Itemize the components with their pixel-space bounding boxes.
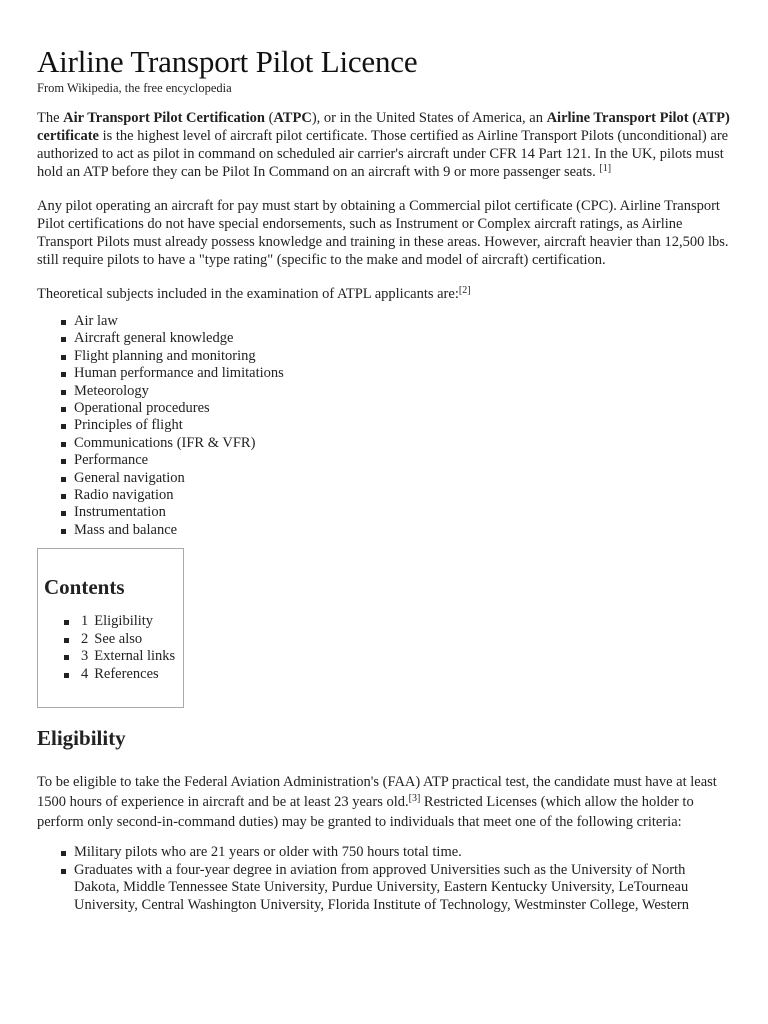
- intro-text: The: [37, 110, 64, 126]
- intro-text: is the highest level of aircraft pilot certificate. Those certified as Airline Transport Pilots (unconditional) are authorized to act as pilot in command on scheduled air carrier's aircraft under CFR 14 Part 121. In the UK, pilots must hold an ATP before they can be Pilot In Command on an aircraft with 9 or more passenger seats.: [37, 128, 729, 180]
- page-subtitle: From Wikipedia, the free encyclopedia: [37, 81, 232, 95]
- citation-link[interactable]: [2]: [458, 285, 471, 296]
- eligibility-text: To be eligible to take the Federal Aviation Administration's (FAA) ATP practical test, the candidate must have at least 1500 hours of experience in aircraft and be at least 23 years old.: [37, 774, 717, 811]
- toc-label: External links: [94, 648, 176, 665]
- eligibility-text: Restricted Licenses (which allow the holder to perform only second-in-command duties) may be granted to individuals that meet one of the following criteria:: [37, 794, 694, 831]
- subjects-intro-text: Theoretical subjects included in the examination of ATPL applicants are:: [37, 286, 459, 302]
- intro-text: ), or in the United States of America, an: [311, 110, 547, 126]
- section-heading-eligibility: Eligibility: [37, 726, 126, 751]
- list-item: Instrumentation: [37, 504, 732, 521]
- list-item: Air law: [37, 313, 732, 330]
- list-item: General navigation: [37, 470, 732, 487]
- list-item: Flight planning and monitoring: [37, 348, 732, 365]
- eligibility-list: [37, 844, 732, 914]
- list-item: Performance: [37, 452, 732, 469]
- list-item: Aircraft general knowledge: [37, 330, 732, 347]
- eligibility-paragraph: [37, 772, 732, 832]
- toc-label: References: [94, 665, 159, 682]
- list-item: Graduates with a four-year degree in aviation from approved Universities such as the University of North Dakota, Middle Tennessee State University, Purdue University, Eastern Kentucky University, LeTourneau University, Central Washington University, Florida Institute of Technology, Westminster College, Western: [37, 862, 732, 914]
- table-of-contents: [37, 548, 184, 708]
- list-item: Military pilots who are 21 years or older with 750 hours total time.: [37, 844, 732, 861]
- toc-list: [44, 613, 177, 683]
- page-title: Airline Transport Pilot Licence: [37, 44, 418, 79]
- list-item: Operational procedures: [37, 400, 732, 417]
- citation-link[interactable]: [3]: [408, 793, 421, 805]
- list-item: Mass and balance: [37, 522, 732, 539]
- toc-number: 3: [81, 648, 89, 665]
- list-item: Principles of flight: [37, 417, 732, 434]
- toc-number: 4: [81, 665, 89, 682]
- list-item: Meteorology: [37, 383, 732, 400]
- toc-number: 1: [81, 613, 89, 630]
- list-item: Radio navigation: [37, 487, 732, 504]
- body-paragraph: [37, 285, 732, 303]
- intro-text: (: [264, 110, 274, 126]
- toc-title: Contents: [44, 575, 125, 600]
- toc-item-eligibility[interactable]: [44, 613, 177, 631]
- toc-item-external-links[interactable]: [44, 648, 177, 666]
- intro-bold-term: Airline Transport Pilot (ATP) certificate: [37, 110, 730, 144]
- list-item: Human performance and limitations: [37, 365, 732, 382]
- toc-item-references[interactable]: [44, 666, 177, 684]
- body-paragraph: Any pilot operating an aircraft for pay must start by obtaining a Commercial pilot certificate (CPC). Airline Transport Pilot certifications do not have special endorsements, such as Instrument or Complex aircraft ratings, as Airline Transport Pilots must already possess knowledge and training in these areas. However, aircraft heavier than 12,500 lbs. still require pilots to have a "type rating" (specific to the make and model of aircraft) certification.: [37, 198, 729, 268]
- list-item: Communications (IFR & VFR): [37, 435, 732, 452]
- citation-link[interactable]: [1]: [599, 163, 612, 174]
- subjects-list: [37, 313, 732, 539]
- intro-bold-term: Air Transport Pilot Certification: [63, 110, 265, 126]
- intro-bold-term: ATPC: [273, 110, 312, 126]
- toc-label: See also: [94, 630, 143, 647]
- toc-item-see-also[interactable]: [44, 631, 177, 649]
- intro-paragraph: [37, 109, 732, 181]
- toc-number: 2: [81, 630, 89, 647]
- toc-label: Eligibility: [94, 613, 154, 630]
